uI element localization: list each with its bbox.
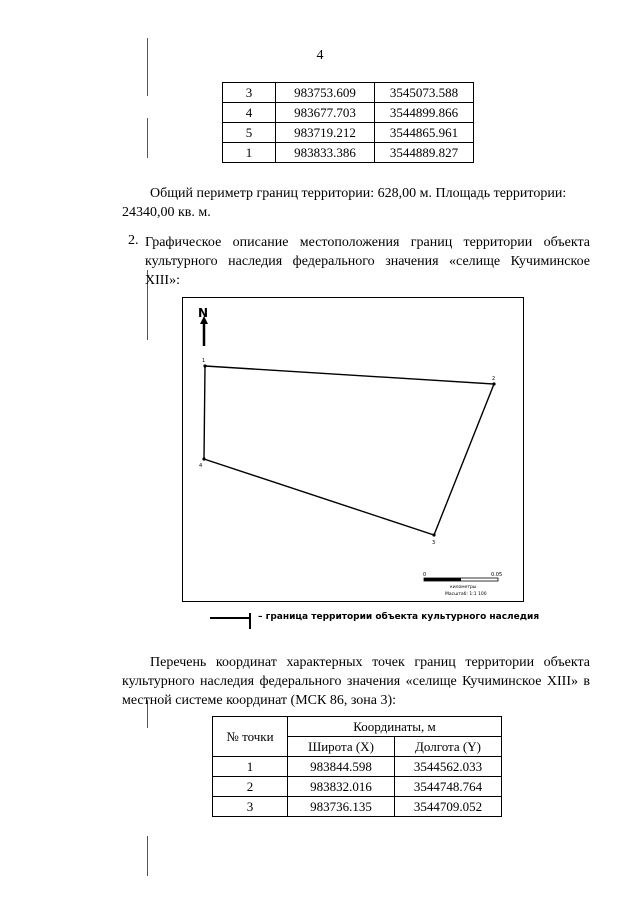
scale-bar [424,578,498,581]
cell-point: 3 [223,83,276,103]
cell-x: 983832.016 [288,777,395,797]
coordinates-table [212,716,502,817]
table-header-row [213,717,502,737]
cell-x: 983753.609 [276,83,375,103]
scale-end-label: 0.05 [491,572,503,578]
boundary-point [432,533,435,536]
cell-y: 3544889.827 [375,143,474,163]
north-label: N [198,306,209,320]
table-row [213,777,502,797]
cell-y: 3545073.588 [375,83,474,103]
cell-point: 3 [213,797,288,817]
cell-point: 5 [223,123,276,143]
boundary-map-drawing [183,298,523,601]
area-text: 24340,00 кв. м. [122,205,211,220]
scan-margin-mark [147,836,148,876]
section-number: 2. [128,233,139,248]
scale-ratio-label: Масштаб: 1:1 100 [445,592,487,597]
cell-y: 3544748.764 [395,777,502,797]
cell-x: 983677.703 [276,103,375,123]
cell-x: 983736.135 [288,797,395,817]
cell-point: 4 [223,103,276,123]
header-longitude: Долгота (Y) [395,737,502,757]
table-row [223,143,474,163]
cell-x: 983833.386 [276,143,375,163]
cell-y: 3544865.961 [375,123,474,143]
table-row [213,797,502,817]
scale-start-label: 0 [423,572,427,578]
header-latitude: Широта (X) [288,737,395,757]
scan-margin-mark [147,38,148,96]
table-row [223,83,474,103]
boundary-point [203,364,206,367]
point-label-1: 1 [202,358,206,364]
header-point-number: № точки [213,717,288,757]
cell-point: 1 [213,757,288,777]
page-number: 4 [316,48,324,63]
point-label-2: 2 [492,376,496,382]
header-coordinates: Координаты, м [288,717,502,737]
coordinates-list-intro: Перечень координат характерных точек границ территории объекта культурного наследия федерального значения «селище Кучиминское XIII» в местной системе координат (МСК 86, зона 3): [122,655,590,708]
cell-x: 983844.598 [288,757,395,777]
scale-unit-label: километры [450,585,477,590]
legend-label: – граница территории объекта культурного наследия [258,612,540,622]
table-row [223,103,474,123]
territory-boundary [204,366,494,535]
boundary-point [492,382,495,385]
cell-y: 3544562.033 [395,757,502,777]
cell-x: 983719.212 [276,123,375,143]
perimeter-text: Общий периметр границ территории: 628,00 м. Площадь территории: [150,186,567,201]
point-label-4: 4 [199,463,203,469]
scan-margin-mark [147,118,148,158]
cell-point: 2 [213,777,288,797]
table-row [223,123,474,143]
table-row [213,757,502,777]
section-heading: Графическое описание местоположения границ территории объекта культурного наследия федерального значения «селище Кучиминское XIII»: [145,235,590,288]
cell-y: 3544709.052 [395,797,502,817]
point-label-3: 3 [432,540,436,546]
coordinates-table-continued [222,82,474,163]
cell-point: 1 [223,143,276,163]
boundary-map [182,297,524,602]
north-arrow-icon [200,316,208,346]
cell-y: 3544899.866 [375,103,474,123]
boundary-point [202,457,205,460]
